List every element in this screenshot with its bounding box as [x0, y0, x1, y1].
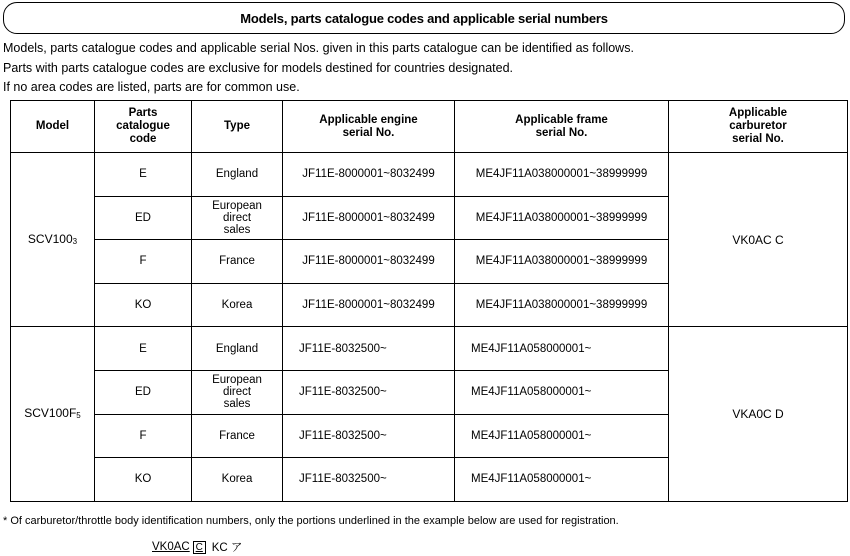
- intro-line-2: Parts with parts catalogue codes are exclusive for models destined for countries designated.: [3, 61, 513, 75]
- type-cell: Korea: [192, 458, 283, 502]
- header-model: Model: [11, 101, 95, 153]
- frame-serial-cell: ME4JF11A038000001~38999999: [455, 283, 669, 327]
- table-row: [11, 153, 848, 197]
- code-cell: E: [95, 327, 192, 371]
- frame-serial-cell: ME4JF11A038000001~38999999: [455, 196, 669, 240]
- type-cell: European direct sales: [192, 370, 283, 414]
- intro-line-3: If no area codes are listed, parts are for common use.: [3, 80, 300, 94]
- model-cell: SCV100F5: [11, 327, 95, 501]
- model-cell: SCV1003: [11, 153, 95, 327]
- code-cell: KO: [95, 458, 192, 502]
- engine-serial-cell: JF11E-8032500~: [283, 414, 455, 458]
- example-identification-number: [152, 539, 242, 555]
- frame-serial-cell: ME4JF11A058000001~: [455, 327, 669, 371]
- code-cell: F: [95, 414, 192, 458]
- engine-serial-cell: JF11E-8000001~8032499: [283, 153, 455, 197]
- type-cell: France: [192, 240, 283, 284]
- engine-serial-cell: JF11E-8000001~8032499: [283, 196, 455, 240]
- code-cell: ED: [95, 370, 192, 414]
- page-title: Models, parts catalogue codes and applicable serial numbers: [3, 2, 845, 34]
- table-row: [11, 327, 848, 371]
- example-rest: KC ア: [211, 542, 243, 554]
- type-cell: England: [192, 327, 283, 371]
- frame-serial-cell: ME4JF11A038000001~38999999: [455, 240, 669, 284]
- header-engine-serial: Applicable engine serial No.: [283, 101, 455, 153]
- header-carburetor-serial: Applicable carburetor serial No.: [669, 101, 848, 153]
- frame-serial-cell: ME4JF11A058000001~: [455, 458, 669, 502]
- carburetor-cell: VKA0C D: [669, 327, 848, 501]
- example-boxed-letter: C: [193, 541, 206, 554]
- code-cell: KO: [95, 283, 192, 327]
- engine-serial-cell: JF11E-8000001~8032499: [283, 240, 455, 284]
- serial-numbers-table: [10, 100, 848, 502]
- header-frame-serial: Applicable frame serial No.: [455, 101, 669, 153]
- type-cell: Korea: [192, 283, 283, 327]
- type-cell: England: [192, 153, 283, 197]
- code-cell: E: [95, 153, 192, 197]
- type-cell: European direct sales: [192, 196, 283, 240]
- engine-serial-cell: JF11E-8032500~: [283, 458, 455, 502]
- frame-serial-cell: ME4JF11A058000001~: [455, 414, 669, 458]
- header-parts-catalogue-code: Parts catalogue code: [95, 101, 192, 153]
- frame-serial-cell: ME4JF11A038000001~38999999: [455, 153, 669, 197]
- code-cell: F: [95, 240, 192, 284]
- code-cell: ED: [95, 196, 192, 240]
- example-underlined-part: VK0AC: [152, 541, 190, 553]
- frame-serial-cell: ME4JF11A058000001~: [455, 370, 669, 414]
- engine-serial-cell: JF11E-8000001~8032499: [283, 283, 455, 327]
- table-header-row: [11, 101, 848, 153]
- carburetor-cell: VK0AC C: [669, 153, 848, 327]
- engine-serial-cell: JF11E-8032500~: [283, 370, 455, 414]
- footnote: * Of carburetor/throttle body identification numbers, only the portions underlined in the example below are used for registration.: [3, 515, 619, 527]
- intro-line-1: Models, parts catalogue codes and applicable serial Nos. given in this parts catalogue can be identified as follows.: [3, 41, 634, 55]
- header-type: Type: [192, 101, 283, 153]
- engine-serial-cell: JF11E-8032500~: [283, 327, 455, 371]
- type-cell: France: [192, 414, 283, 458]
